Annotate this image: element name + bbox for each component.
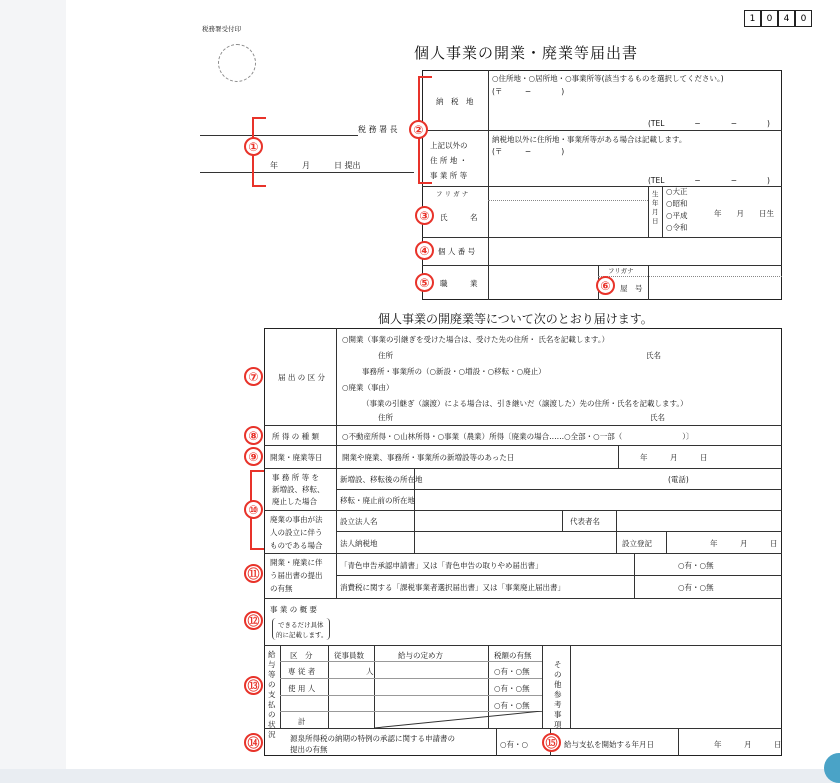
tel-2: (TEL − − ) — [648, 176, 770, 185]
total-diagonal — [374, 711, 542, 728]
tel-1: (TEL − − ) — [648, 119, 770, 128]
form-no-digit: 0 — [761, 10, 778, 27]
kubun-name: 氏名 — [646, 351, 661, 360]
gensen-umu: ○有・○ — [500, 740, 529, 749]
form-title: 個人事業の開業・廃業等届出書 — [414, 44, 639, 62]
kyuyo-unit: 人 — [366, 667, 374, 676]
kyuyo-total: 計 — [298, 717, 306, 726]
marker-12: ⑫ — [244, 611, 263, 630]
marker-10: ⑩ — [244, 500, 263, 519]
denwa-label: (電話) — [668, 475, 689, 484]
postal-2: (〒 − ) — [492, 147, 565, 156]
furigana-label: フ リ ガ ナ — [436, 190, 469, 198]
shotoku-label: 所 得 の 種 類 — [272, 432, 320, 441]
form-no-digit: 0 — [795, 10, 812, 27]
sonota-label: その他参考事項 — [554, 660, 562, 729]
form-sheet — [178, 0, 808, 769]
marker-15: ⑮ — [542, 733, 561, 752]
shotoku-value: ○不動産所得・○山林所得・○事業（農業）所得〔廃業の場合……○全部・○一部（ ）〕 — [342, 432, 694, 441]
receipt-stamp-circle — [218, 44, 256, 82]
hojin-name-label: 設立法人名 — [340, 517, 378, 526]
gensen-label: 源泉所得税の納期の特例の承認に関する申請書の — [290, 734, 455, 743]
trade-furigana: フリガナ — [608, 267, 634, 275]
kaigyo-date: 年 月 日 — [640, 453, 708, 462]
marker-1: ① — [244, 137, 263, 156]
marker-3: ③ — [415, 206, 434, 225]
marker-6: ⑥ — [596, 276, 615, 295]
tax-office-label: 税 務 署 長 — [358, 125, 398, 134]
marker-5: ⑤ — [415, 273, 434, 292]
kubun-label: 届 出 の 区 分 — [278, 373, 326, 382]
kaigyo-value: 開業や廃業、事務所・事業所の新増設等のあった日 — [342, 453, 515, 462]
kyuyo-head: 税額の有無 — [494, 651, 532, 660]
todokede-label: う届出書の提出 — [270, 571, 323, 580]
todokede-row2: 消費税に関する「課税事業者選択届出書」又は「事業廃止届出書」 — [340, 583, 565, 592]
other-label: 住 所 地 ・ — [430, 156, 468, 165]
job-label: 職 業 — [440, 279, 478, 288]
submit-date: 年 月 日 提出 — [270, 161, 361, 170]
era-heisei: ○平成 — [666, 211, 688, 220]
daihyo-label: 代表者名 — [570, 517, 600, 526]
birth-label: 生年月日 — [652, 190, 659, 225]
era-taisho: ○大正 — [666, 187, 688, 196]
jimusho-label: 事 務 所 等 を — [272, 473, 320, 482]
marker-8: ⑧ — [244, 426, 263, 445]
kubun-addr: 住所 — [378, 351, 393, 360]
name-label: 氏 名 — [440, 213, 478, 222]
kubun-text: ○廃業（事由） — [342, 383, 394, 392]
kaigyo-label: 開業・廃業等日 — [270, 453, 323, 462]
section-intro: 個人事業の開廃業等について次のとおり届けます。 — [378, 312, 653, 326]
era-showa: ○昭和 — [666, 199, 688, 208]
setsuritsu-label: 設立登記 — [622, 539, 652, 548]
era-reiwa: ○令和 — [666, 223, 688, 232]
document-viewer[interactable] — [66, 0, 840, 769]
marker-11: ⑪ — [244, 564, 263, 583]
gensen-label: 提出の有無 — [290, 745, 328, 754]
marker-9: ⑨ — [244, 447, 263, 466]
marker-2: ② — [409, 120, 428, 139]
jimusho-row2: 移転・廃止前の所在地 — [340, 496, 415, 505]
gaiyo-note: できるだけ具体 — [278, 621, 324, 629]
trade-label: 屋 号 — [620, 284, 643, 293]
nozei-select: ○住所地・○居所地・○事業所等(該当するものを選択してください。) — [492, 74, 724, 83]
marker-13: ⑬ — [244, 676, 263, 695]
stamp-label: 税務署受付印 — [202, 25, 241, 33]
other-label: 上記以外の — [430, 141, 468, 150]
hojin-label: 人の設立に伴う — [270, 528, 323, 537]
kyuyo-umu: ○有・○無 — [494, 684, 530, 693]
form-no-digit: 1 — [744, 10, 761, 27]
other-label: 事 業 所 等 — [430, 171, 468, 180]
kubun-text: （事業の引継ぎ（譲渡）による場合は、引き継いだ（譲渡した）先の住所・氏名を記載します。） — [362, 399, 688, 408]
jimusho-row1: 新増設、移転後の所在地 — [340, 475, 423, 484]
kubun-text: 事務所・事業所の（○新設・○増設・○移転・○廃止） — [362, 367, 546, 376]
nozei-label: 納 税 地 — [436, 97, 474, 106]
kyuyo-start-date: 年 月 日 — [714, 740, 782, 749]
jimusho-label: 新増設、移転、 — [272, 485, 325, 494]
floating-action-button[interactable] — [824, 753, 840, 783]
marker-7: ⑦ — [244, 367, 263, 386]
left-sidebar — [0, 0, 67, 769]
birth-ymd: 年 月 日生 — [714, 209, 774, 218]
kyuyo-row: 使 用 人 — [288, 684, 316, 693]
kyuyo-head: 従事員数 — [334, 651, 364, 660]
todokede-label: の有無 — [270, 584, 293, 593]
other-note: 納税地以外に住所地・事業所等がある場合は記載します。 — [492, 135, 687, 144]
todokede-label: 開業・廃業に伴 — [270, 558, 323, 567]
kyuyo-umu: ○有・○無 — [494, 701, 530, 710]
marker-4: ④ — [415, 241, 434, 260]
kyuyo-row: 専 従 者 — [288, 667, 316, 676]
kubun-addr-2: 住所 — [378, 413, 393, 422]
marker-14: ⑭ — [244, 733, 263, 752]
kyuyo-umu: ○有・○無 — [494, 667, 530, 676]
jimusho-label: 廃止した場合 — [272, 497, 317, 506]
todokede-umu-2: ○有・○無 — [678, 583, 714, 592]
gaiyo-label: 事 業 の 概 要 — [270, 605, 318, 614]
kubun-text: ○開業（事業の引継ぎを受けた場合は、受けた先の住所・ 氏名を記載します。） — [342, 335, 610, 344]
kubun-name-2: 氏名 — [650, 413, 665, 422]
todokede-umu-1: ○有・○無 — [678, 561, 714, 570]
hojin-nozei-label: 法人納税地 — [340, 539, 378, 548]
hojin-label: ものである場合 — [270, 541, 323, 550]
hojin-label: 廃業の事由が法 — [270, 515, 323, 524]
kyuyo-start-label: 給与支払を開始する年月日 — [564, 740, 654, 749]
kyuyo-label: 給与等の支払の状況 — [268, 650, 276, 739]
form-no-digit: 4 — [778, 10, 795, 27]
setsuritsu-date: 年 月 日 — [710, 539, 778, 548]
postal-1: (〒 − ) — [492, 87, 565, 96]
todokede-row1: 「青色申告承認申請書」又は「青色申告の取りやめ届出書」 — [340, 561, 543, 570]
mynumber-label: 個 人 番 号 — [438, 247, 476, 256]
kyuyo-head: 給与の定め方 — [398, 651, 443, 660]
gaiyo-note: 的に記載します。 — [276, 631, 328, 639]
kyuyo-head: 区 分 — [290, 651, 313, 660]
